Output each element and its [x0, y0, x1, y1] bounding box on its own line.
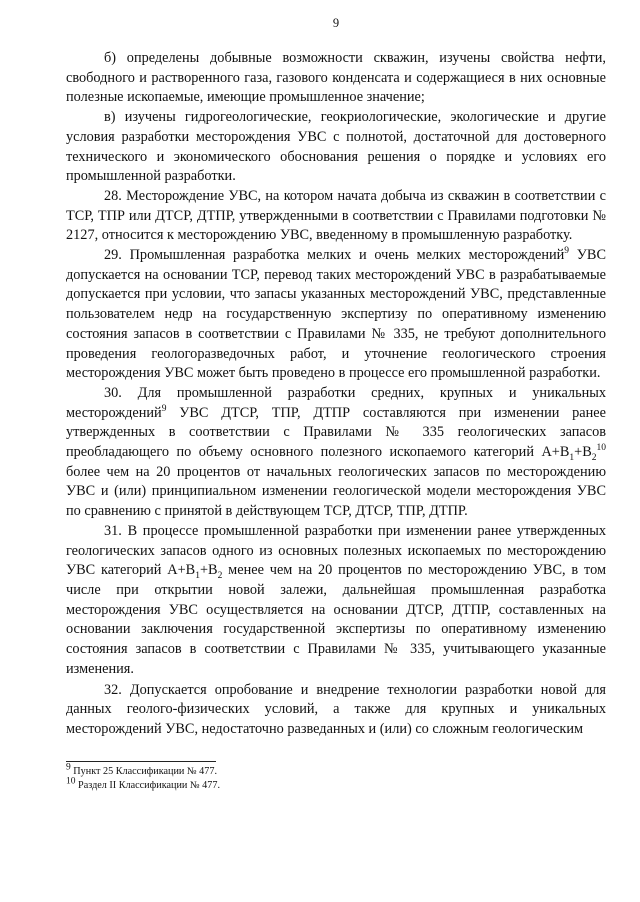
subscript: 1 — [195, 571, 200, 582]
footnote-ref-10[interactable]: 10 — [596, 443, 606, 454]
paragraph-32: 32. Допускается опробование и внедрение технологии разработки новой для данных геолого-физических условий, а также для крупных и уникальных месторождений УВС, недостаточно разведанных и (или) со сложным геологическим — [66, 681, 606, 737]
footnote-mark: 9 — [66, 762, 71, 773]
paragraph-v: в) изучены гидрогеологические, геокриологические, экологические и другие условия разработки месторождения УВС с полнотой, достаточной для достоверного технического и экономического обоснования решения о порядке и условиях его промышленной разработки. — [66, 109, 606, 185]
footnote-text: Раздел II Классификации № 477. — [75, 779, 221, 791]
paragraph-28: 28. Месторождение УВС, на котором начата добыча из скважин в соответствии с ТСР, ТПР или ДТСР, ДТПР, утвержденными в соответствии с Правилами подготовки № 2127, относится к месторождению УВС, введенному в промышленную разработку. — [66, 187, 606, 244]
footnote-ref-9[interactable]: 9 — [161, 403, 167, 414]
paragraph-31-text-b: +В — [199, 562, 218, 579]
paragraph-31-text-a: 31. В процессе промышленной разработки при изменении ранее утвержденных геологических запасов одного из основных полезных ископаемых по месторождению УВС категорий А+В — [66, 522, 606, 579]
paragraph-30-text-a: 30. Для промышленной разработки средних, крупных и уникальных месторождений — [66, 384, 606, 421]
paragraph-29 — [66, 246, 606, 384]
page-number: 9 — [332, 16, 340, 30]
footnote-text: Пункт 25 Классификации № 477. — [70, 765, 218, 777]
subscript: 1 — [569, 452, 575, 463]
paragraph-30-text-d: более чем на 20 процентов от начальных геологических запасов по месторождению УВС и (или) принципиальном изменении геологической модели месторождения УВС по сравнению с принятой в действующем ТСР, ДТСР, ТПР, ДТПР. — [66, 463, 606, 520]
footnote-mark: 10 — [66, 776, 76, 787]
paragraph-31 — [66, 522, 606, 680]
footnote-10 — [66, 776, 606, 793]
paragraph-30 — [66, 384, 606, 522]
footnote-ref-9[interactable]: 9 — [564, 246, 570, 257]
footnote-divider — [66, 761, 216, 762]
paragraph-29-text-a: 29. Промышленная разработка мелких и очень мелких месторождений — [104, 247, 565, 264]
paragraph-30-text-b: УВС ДТСР, ТПР, ДТПР составляются при изменении ранее утвержденных в соответствии с Правилами № 335 геологических запасов преобладающего по объему основного полезного ископаемого категорий А+В — [66, 404, 606, 461]
subscript: 2 — [217, 571, 223, 582]
paragraph-30-text-c: +В — [574, 444, 592, 461]
paragraph-31-text-c: менее чем на 20 процентов по месторождению УВС, в том числе при открытии новой залежи, дальнейшая промышленная разработка месторождения УВС осуществляется на основании ДТСР, ДТПР, составленных на основании заключения государственной экспертизы по оперативному изменению состояния запасов в соответствии с Правилами № 335, учитывающего указанные изменения. — [66, 562, 606, 677]
paragraph-29-text-b: УВС допускается на основании ТСР, перевод таких месторождений УВС в разрабатываемые допускается при условии, что запасы указанных месторождений УВС, представленные пользователем недр на государственную экспертизу по оперативному изменению состояния запасов в соответствии с Правилами № 335, не требуют дополнительного проведения геологоразведочных работ, и уточнение геологического строения месторождения УВС может быть проведено в процессе его промышленной разработки. — [66, 247, 606, 382]
paragraph-b: б) определены добывные возможности скважин, изучены свойства нефти, свободного и растворенного газа, газового конденсата и содержащиеся в них основные полезные ископаемые, имеющие промышленное значение; — [66, 50, 606, 106]
footnote-9 — [66, 762, 606, 779]
subscript: 2 — [591, 452, 597, 463]
